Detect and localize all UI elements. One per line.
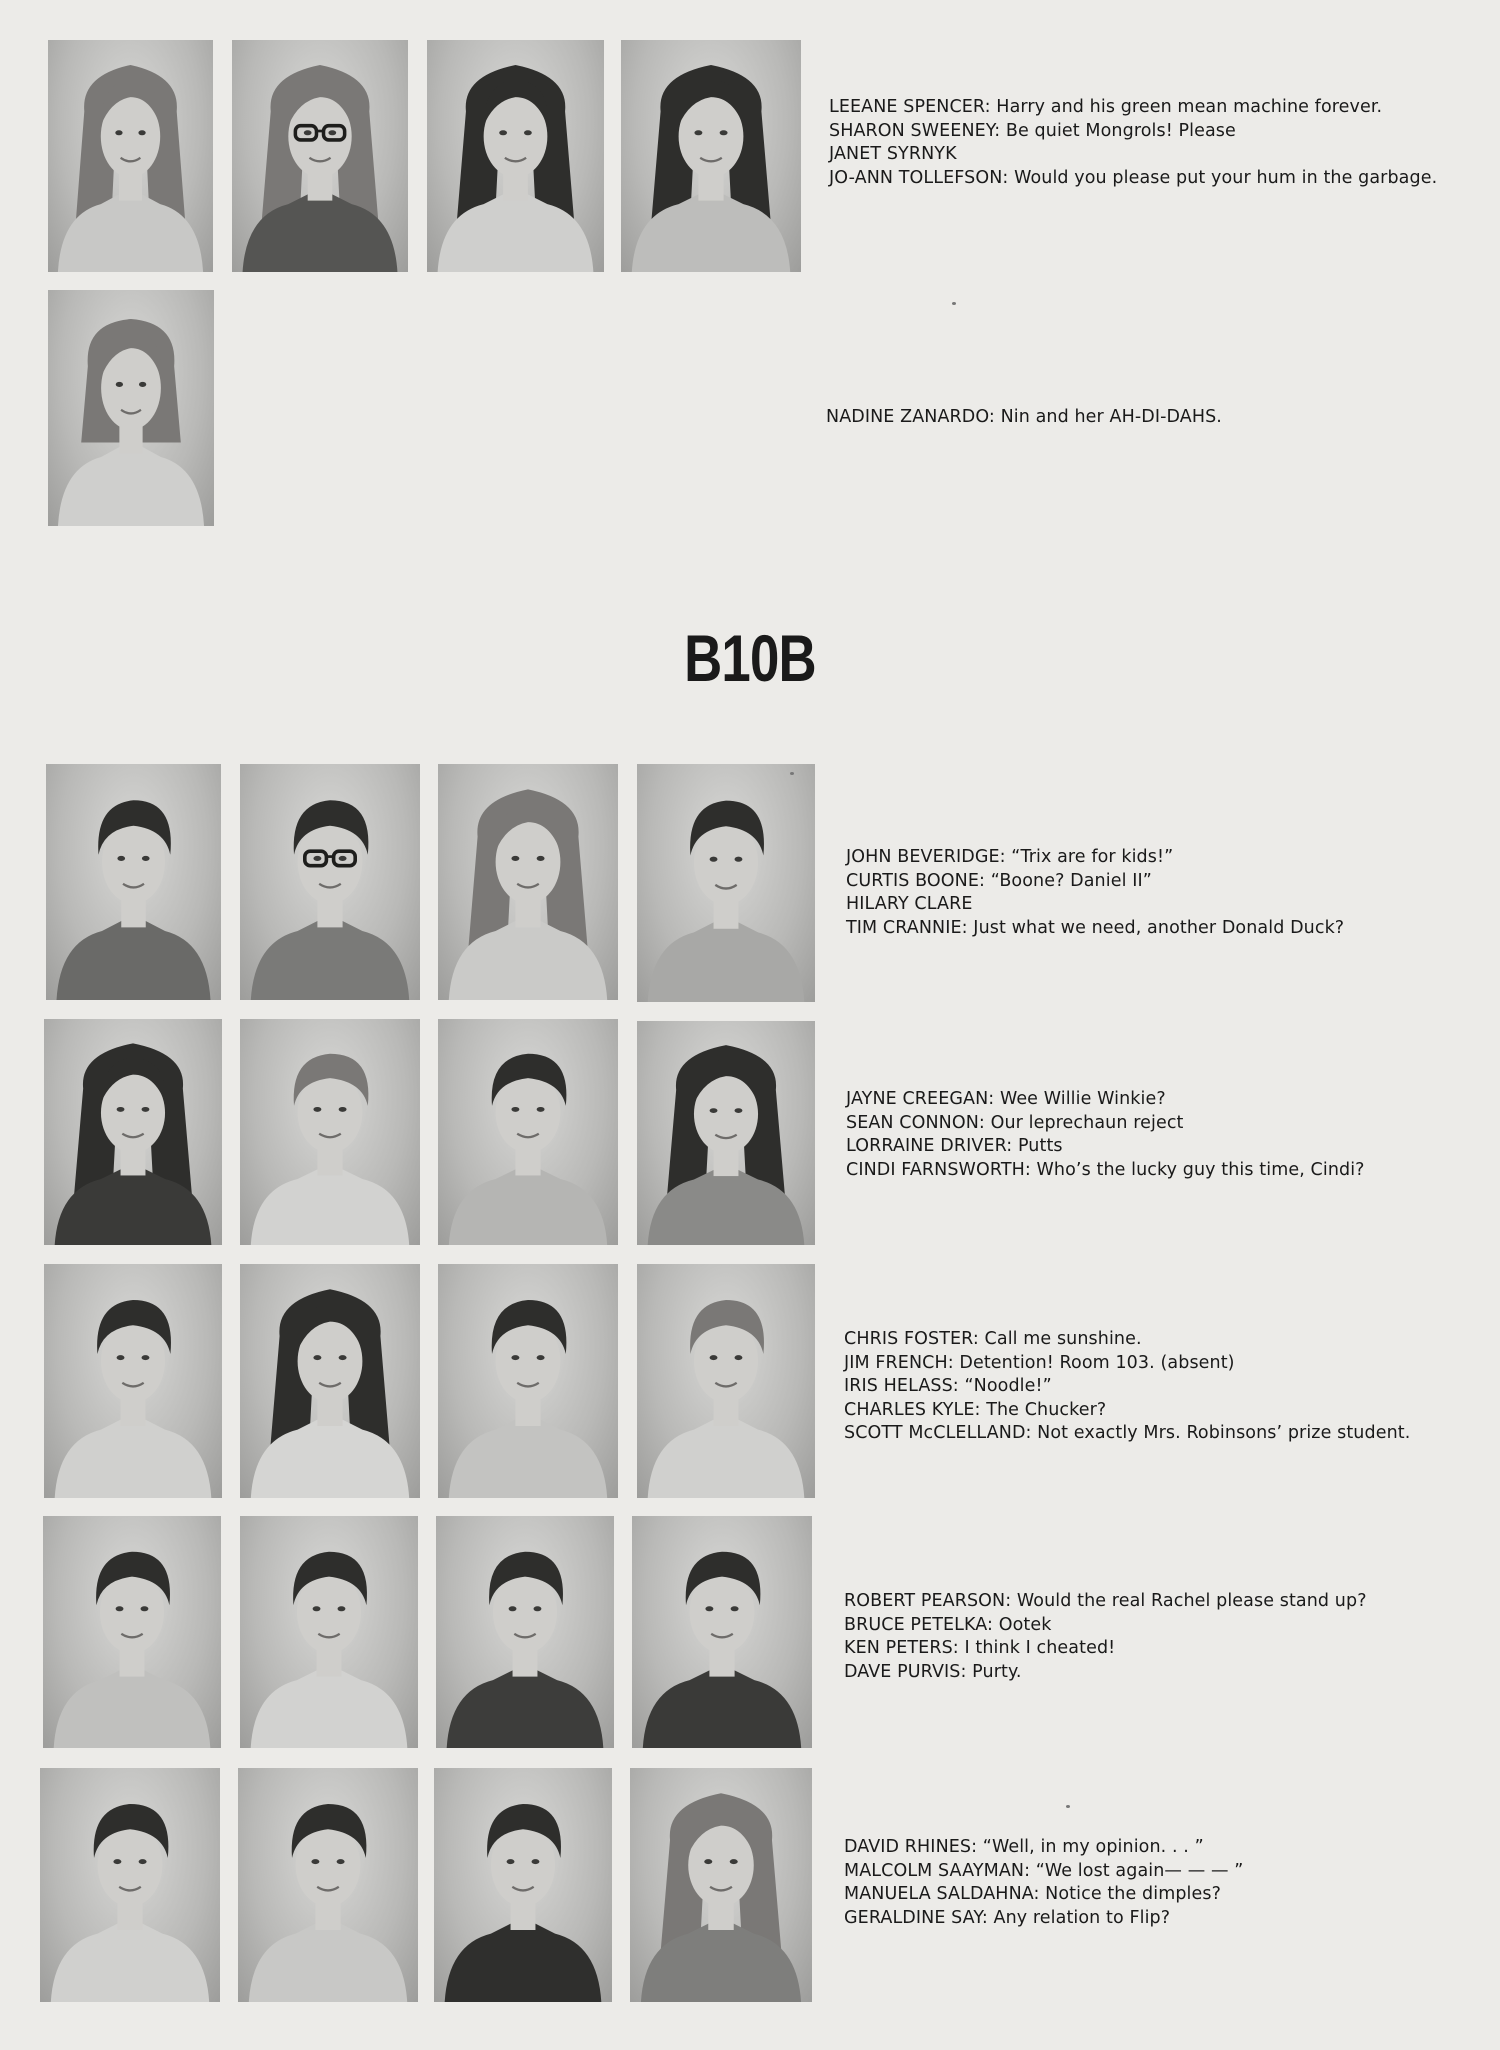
portrait-photo xyxy=(637,1021,815,1245)
eye xyxy=(537,1355,545,1360)
paper-speck xyxy=(952,302,956,305)
shirt xyxy=(643,1669,801,1748)
shirt xyxy=(58,446,204,526)
eye xyxy=(117,1107,125,1112)
caption-line: MANUELA SALDAHNA: Notice the dimples? xyxy=(844,1884,1221,1904)
caption-line: TIM CRANNIE: Just what we need, another Donald Duck? xyxy=(846,917,1345,938)
eye xyxy=(705,1606,713,1611)
eye xyxy=(115,130,122,135)
caption-line: KEN PETERS: I think I cheated! xyxy=(844,1638,1116,1658)
eye xyxy=(710,1108,718,1113)
caption-line: SEAN CONNON: Our leprechaun reject xyxy=(846,1112,1184,1133)
shirt xyxy=(57,920,211,1000)
eye xyxy=(731,1606,739,1611)
eye xyxy=(509,1606,517,1611)
eye xyxy=(524,130,532,135)
caption-line: JAYNE CREEGAN: Wee Willie Winkie? xyxy=(846,1089,1166,1109)
caption-line: IRIS HELASS: “Noodle!” xyxy=(844,1376,1052,1396)
caption-block xyxy=(844,1590,1464,1684)
eye xyxy=(113,1859,121,1864)
shirt xyxy=(55,1419,212,1498)
caption-line: BRUCE PETELKA: Ootek xyxy=(844,1614,1052,1635)
shirt xyxy=(449,1419,607,1498)
caption-block xyxy=(826,406,1446,430)
eye xyxy=(694,130,702,135)
eye xyxy=(337,1859,345,1864)
caption-line: LEEANE SPENCER: Harry and his green mean machine forever. xyxy=(829,97,1383,117)
caption-line: CURTIS BOONE: “Boone? Daniel II” xyxy=(846,870,1152,891)
caption-line: CHARLES KYLE: The Chucker? xyxy=(844,1399,1107,1420)
section-title: B10B xyxy=(684,621,816,695)
portrait-photo xyxy=(436,1516,614,1748)
portrait-photo xyxy=(46,764,221,1000)
eye xyxy=(328,130,336,135)
paper-speck xyxy=(790,772,794,775)
eye xyxy=(304,130,312,135)
portrait-photo xyxy=(240,1516,418,1748)
shirt xyxy=(251,920,409,1000)
eye xyxy=(710,857,718,862)
eye xyxy=(735,1108,743,1113)
shirt xyxy=(447,1669,604,1748)
portrait-photo xyxy=(427,40,604,272)
eye xyxy=(142,1107,150,1112)
portrait-photo xyxy=(630,1768,812,2002)
eye xyxy=(313,1606,321,1611)
eye xyxy=(116,382,123,387)
caption-block xyxy=(846,846,1466,940)
eye xyxy=(338,1606,346,1611)
portrait-photo xyxy=(434,1768,612,2002)
portrait-photo xyxy=(43,1516,221,1748)
caption-block xyxy=(846,1088,1466,1182)
eye xyxy=(139,1859,147,1864)
eye xyxy=(730,1859,738,1864)
caption-line: MALCOLM SAAYMAN: “We lost again— — — ” xyxy=(844,1860,1244,1881)
eye xyxy=(311,1859,319,1864)
eye xyxy=(511,856,519,861)
eye xyxy=(141,1606,149,1611)
shirt xyxy=(51,1923,209,2002)
caption-line: DAVID RHINES: “Well, in my opinion. . . ” xyxy=(844,1837,1204,1857)
caption-block xyxy=(844,1836,1464,1930)
portrait-photo xyxy=(240,1264,420,1498)
shirt xyxy=(54,1669,211,1748)
eye xyxy=(116,1606,124,1611)
eye xyxy=(511,1355,519,1360)
eye xyxy=(720,130,728,135)
portrait-photo xyxy=(637,1264,815,1498)
caption-block xyxy=(844,1328,1439,1446)
caption-line: GERALDINE SAY: Any relation to Flip? xyxy=(844,1907,1171,1928)
caption-line: SCOTT McCLELLAND: Not exactly Mrs. Robinsons’ prize student. xyxy=(844,1423,1411,1443)
shirt xyxy=(648,921,805,1002)
portrait-photo xyxy=(632,1516,812,1748)
eye xyxy=(710,1355,718,1360)
portrait-photo xyxy=(621,40,801,272)
caption-block xyxy=(829,96,1449,190)
shirt xyxy=(251,1669,408,1748)
caption-line: CINDI FARNSWORTH: Who’s the lucky guy this time, Cindi? xyxy=(846,1159,1365,1180)
eye xyxy=(313,1107,321,1112)
caption-line: DAVE PURVIS: Purty. xyxy=(844,1661,1022,1682)
portrait-photo xyxy=(232,40,408,272)
eye xyxy=(142,856,150,861)
portrait-photo xyxy=(438,1264,618,1498)
eye xyxy=(313,856,321,861)
eye xyxy=(532,1859,540,1864)
eye xyxy=(138,130,145,135)
eye xyxy=(142,1355,150,1360)
caption-line: JANET SYRNYK xyxy=(829,144,957,164)
eye xyxy=(139,382,146,387)
portrait-photo xyxy=(48,290,214,526)
portrait-photo xyxy=(438,1019,618,1245)
eye xyxy=(534,1606,542,1611)
portrait-photo xyxy=(40,1768,220,2002)
eye xyxy=(735,857,743,862)
portrait-photo xyxy=(44,1264,222,1498)
shirt xyxy=(249,1923,407,2002)
portrait-photo xyxy=(238,1768,418,2002)
eye xyxy=(339,856,347,861)
caption-line: JO-ANN TOLLEFSON: Would you please put your hum in the garbage. xyxy=(829,167,1438,188)
caption-line: CHRIS FOSTER: Call me sunshine. xyxy=(844,1329,1142,1349)
eye xyxy=(313,1355,321,1360)
eye xyxy=(117,1355,125,1360)
portrait-photo xyxy=(438,764,618,1000)
caption-line: HILARY CLARE xyxy=(846,894,973,914)
eye xyxy=(735,1355,743,1360)
eye xyxy=(117,856,125,861)
caption-line: NADINE ZANARDO: Nin and her AH-DI-DAHS. xyxy=(826,407,1222,427)
shirt xyxy=(648,1419,805,1498)
portrait-photo xyxy=(240,1019,420,1245)
shirt xyxy=(251,1169,409,1245)
caption-line: JOHN BEVERIDGE: “Trix are for kids!” xyxy=(846,847,1174,867)
eye xyxy=(339,1107,347,1112)
caption-line: LORRAINE DRIVER: Putts xyxy=(846,1136,1063,1156)
portrait-photo xyxy=(637,764,815,1002)
paper-speck xyxy=(1066,1805,1070,1808)
eye xyxy=(511,1107,519,1112)
portrait-photo xyxy=(48,40,213,272)
eye xyxy=(537,1107,545,1112)
caption-line: SHARON SWEENEY: Be quiet Mongrols! Please xyxy=(829,120,1236,141)
caption-line: JIM FRENCH: Detention! Room 103. (absent) xyxy=(844,1352,1235,1373)
shirt xyxy=(449,1169,607,1245)
portrait-photo xyxy=(44,1019,222,1245)
caption-line: ROBERT PEARSON: Would the real Rachel please stand up? xyxy=(844,1591,1367,1611)
portrait-photo xyxy=(240,764,420,1000)
eye xyxy=(537,856,545,861)
eye xyxy=(339,1355,347,1360)
shirt xyxy=(445,1923,602,2002)
eye xyxy=(704,1859,712,1864)
eye xyxy=(499,130,507,135)
eye xyxy=(507,1859,515,1864)
